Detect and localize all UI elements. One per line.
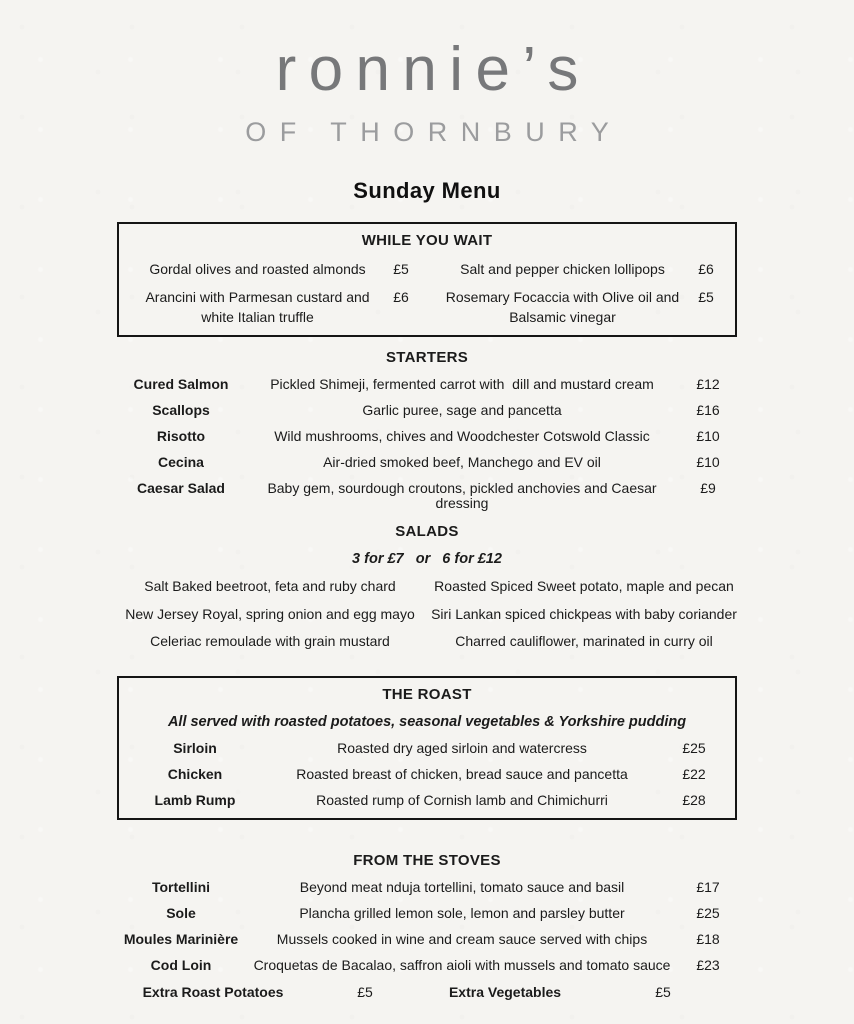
item-description: Pickled Shimeji, fermented carrot with dill and mustard cream — [270, 376, 654, 392]
extra-item-name: Extra Vegetables — [448, 983, 562, 1000]
item-description: Wild mushrooms, chives and Woodchester Cotswold Classic — [274, 428, 650, 444]
salad-item: Siri Lankan spiced chickpeas with baby coriander — [431, 605, 737, 622]
salad-item: New Jersey Royal, spring onion and egg mayo — [125, 605, 415, 622]
menu-item-row — [117, 377, 737, 392]
menu-item-row — [117, 906, 737, 921]
brand-subtitle: OF THORNBURY — [245, 117, 623, 147]
salad-item: Roasted Spiced Sweet potato, maple and pecan — [434, 578, 734, 594]
salad-item: Charred cauliflower, marinated in curry oil — [455, 633, 713, 649]
item-name: Moules Marinière — [123, 930, 239, 947]
menu-item-row — [131, 767, 723, 782]
while-you-wait-section — [117, 222, 737, 337]
item-name: Sirloin — [173, 739, 217, 756]
roast-list — [131, 741, 723, 808]
item-description: Roasted rump of Cornish lamb and Chimichurri — [316, 791, 608, 808]
menu-page — [117, 0, 737, 1000]
menu-item-row — [117, 880, 737, 895]
item-price: £5 — [393, 261, 409, 277]
item-name: Tortellini — [151, 878, 211, 895]
menu-item — [436, 259, 723, 279]
while-you-wait-grid — [131, 259, 723, 327]
item-price: £22 — [682, 765, 706, 782]
salad-item: Celeriac remoulade with grain mustard — [150, 633, 390, 649]
item-price: £12 — [696, 376, 720, 392]
menu-item — [131, 259, 418, 279]
item-price: £28 — [682, 791, 706, 808]
item-text: Salt and pepper chicken lollipops — [460, 261, 665, 277]
roast-section — [117, 676, 737, 820]
menu-item-row — [117, 932, 737, 947]
brand-logo: ronnie’s — [275, 35, 591, 104]
item-description: Roasted breast of chicken, bread sauce and pancetta — [296, 765, 628, 782]
item-price: £6 — [393, 289, 409, 305]
menu-item — [436, 287, 723, 327]
item-name: Risotto — [156, 428, 206, 444]
menu-item-row — [117, 481, 737, 511]
item-text: Rosemary Focaccia with Olive oil and Balsamic vinegar — [445, 289, 680, 325]
menu-item-row — [117, 429, 737, 444]
menu-item-row — [117, 403, 737, 418]
item-text: Arancini with Parmesan custard and white Italian truffle — [145, 289, 370, 325]
while-you-wait-title: WHILE YOU WAIT — [361, 232, 493, 249]
menu-item — [131, 287, 418, 327]
item-price: £10 — [696, 454, 720, 470]
item-price: £25 — [696, 904, 720, 921]
extra-item-name: Extra Roast Potatoes — [142, 983, 284, 1000]
extra-item-price: £5 — [655, 983, 671, 1000]
item-price: £6 — [698, 261, 714, 277]
salad-item: Salt Baked beetroot, feta and ruby chard — [144, 578, 396, 594]
starters-title: STARTERS — [385, 349, 469, 366]
item-description: Mussels cooked in wine and cream sauce served with chips — [276, 930, 648, 947]
menu-title: Sunday Menu — [353, 178, 501, 203]
item-price: £18 — [696, 930, 720, 947]
stoves-title: FROM THE STOVES — [353, 851, 501, 869]
item-name: Sole — [166, 904, 196, 921]
item-name: Lamb Rump — [154, 791, 236, 808]
salads-offer: 3 for £7 or 6 for £12 — [352, 551, 502, 567]
item-price: £10 — [696, 428, 720, 444]
menu-item-row — [131, 793, 723, 808]
extra-item-price: £5 — [357, 983, 373, 1000]
item-description: Baby gem, sourdough croutons, pickled anchovies and Caesar dressing — [267, 480, 661, 511]
salads-grid — [117, 579, 737, 650]
starters-list — [117, 377, 737, 511]
item-name: Cured Salmon — [133, 376, 229, 392]
menu-item-row — [117, 455, 737, 470]
item-description: Croquetas de Bacalao, saffron aioli with mussels and tomato sauce — [253, 956, 671, 973]
stoves-list — [117, 880, 737, 973]
item-description: Plancha grilled lemon sole, lemon and parsley butter — [299, 904, 625, 921]
item-price: £16 — [696, 402, 720, 418]
item-name: Caesar Salad — [137, 480, 225, 496]
roast-note: All served with roasted potatoes, seasonal vegetables & Yorkshire pudding — [167, 713, 687, 730]
item-price: £17 — [696, 878, 720, 895]
extras-row — [117, 985, 737, 1000]
item-name: Scallops — [152, 402, 210, 418]
item-text: Gordal olives and roasted almonds — [149, 261, 366, 277]
roast-title: THE ROAST — [382, 685, 472, 703]
item-description: Roasted dry aged sirloin and watercress — [337, 739, 587, 756]
item-name: Chicken — [167, 765, 223, 782]
item-description: Garlic puree, sage and pancetta — [362, 402, 562, 418]
item-price: £25 — [682, 739, 706, 756]
menu-item-row — [131, 741, 723, 756]
item-price: £5 — [698, 289, 714, 305]
item-description: Air-dried smoked beef, Manchego and EV oil — [323, 454, 601, 470]
item-price: £23 — [696, 956, 720, 973]
item-price: £9 — [700, 480, 716, 496]
salads-title: SALADS — [395, 523, 459, 540]
item-name: Cecina — [158, 454, 204, 470]
item-name: Cod Loin — [150, 956, 212, 973]
menu-item-row — [117, 958, 737, 973]
item-description: Beyond meat nduja tortellini, tomato sauce and basil — [299, 878, 625, 895]
